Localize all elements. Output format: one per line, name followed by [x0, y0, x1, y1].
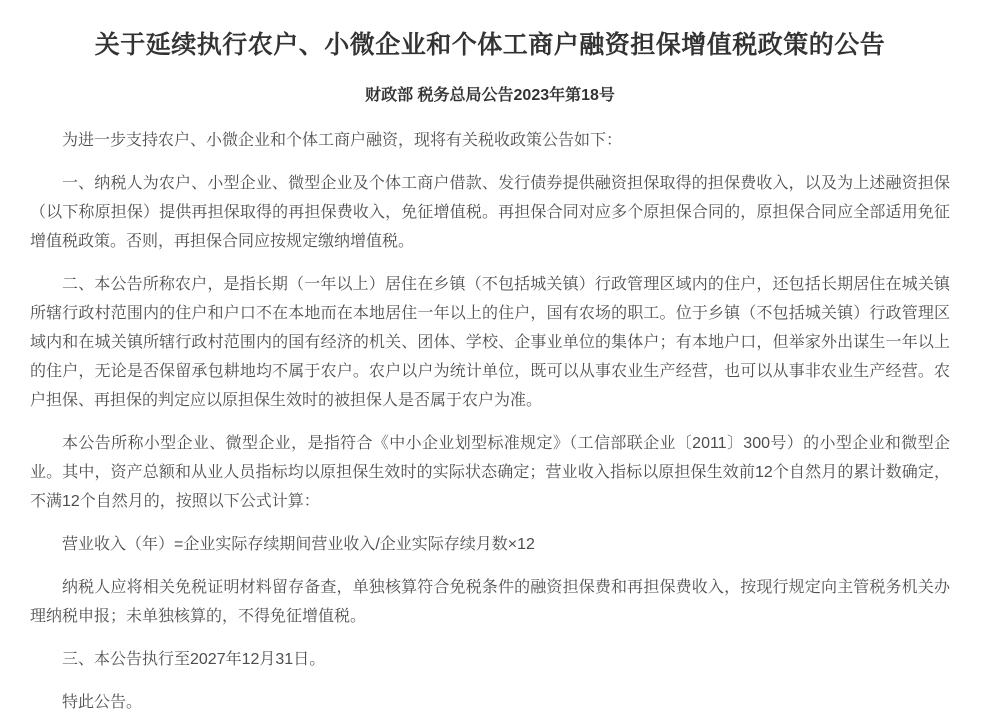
paragraph-intro: 为进一步支持农户、小微企业和个体工商户融资，现将有关税收政策公告如下：	[62, 132, 623, 149]
paragraph-sme-definition: 本公告所称小型企业、微型企业，是指符合《中小企业划型标准规定》（工信部联企业〔2011〕300号）的小型企业和微型企业。其中，资产总额和从业人员指标均以原担保生效时的实际状态确定；营业收入指标以原担保生效前12个自然月的累计数确定，不满12个自然月的，按照以下公式计算：	[30, 435, 950, 510]
paragraph-article-3-effective-date: 三、本公告执行至2027年12月31日。	[62, 651, 326, 668]
document-number: 财政部 税务总局公告2023年第18号	[365, 87, 615, 104]
page-title: 关于延续执行农户、小微企业和个体工商户融资担保增值税政策的公告	[94, 31, 886, 59]
paragraph-tax-filing: 纳税人应将相关免税证明材料留存备查，单独核算符合免税条件的融资担保费和再担保费收入，按现行规定向主管税务机关办理纳税申报；未单独核算的，不得免征增值税。	[30, 579, 950, 625]
paragraph-article-1: 一、纳税人为农户、小型企业、微型企业及个体工商户借款、发行债券提供融资担保取得的担保费收入，以及为上述融资担保（以下称原担保）提供再担保取得的再担保费收入，免征增值税。再担保合同对应多个原担保合同的，原担保合同应全部适用免征增值税政策。否则，再担保合同应按规定缴纳增值税。	[30, 175, 950, 250]
paragraph-closing: 特此公告。	[62, 694, 143, 711]
paragraph-article-2-farmers-definition: 二、本公告所称农户，是指长期（一年以上）居住在乡镇（不包括城关镇）行政管理区域内的住户，还包括长期居住在城关镇所辖行政村范围内的住户和户口不在本地而在本地居住一年以上的住户，国有农场的职工。位于乡镇（不包括城关镇）行政管理区域内和在城关镇所辖行政村范围内的国有经济的机关、团体、学校、企事业单位的集体户；有本地户口，但举家外出谋生一年以上的住户，无论是否保留承包耕地均不属于农户。农户以户为统计单位，既可以从事农业生产经营，也可以从事非农业生产经营。农户担保、再担保的判定应以原担保生效时的被担保人是否属于农户为准。	[30, 276, 950, 409]
formula-line: 营业收入（年）=企业实际存续期间营业收入/企业实际存续月数×12	[62, 536, 535, 553]
document-body	[30, 126, 950, 717]
